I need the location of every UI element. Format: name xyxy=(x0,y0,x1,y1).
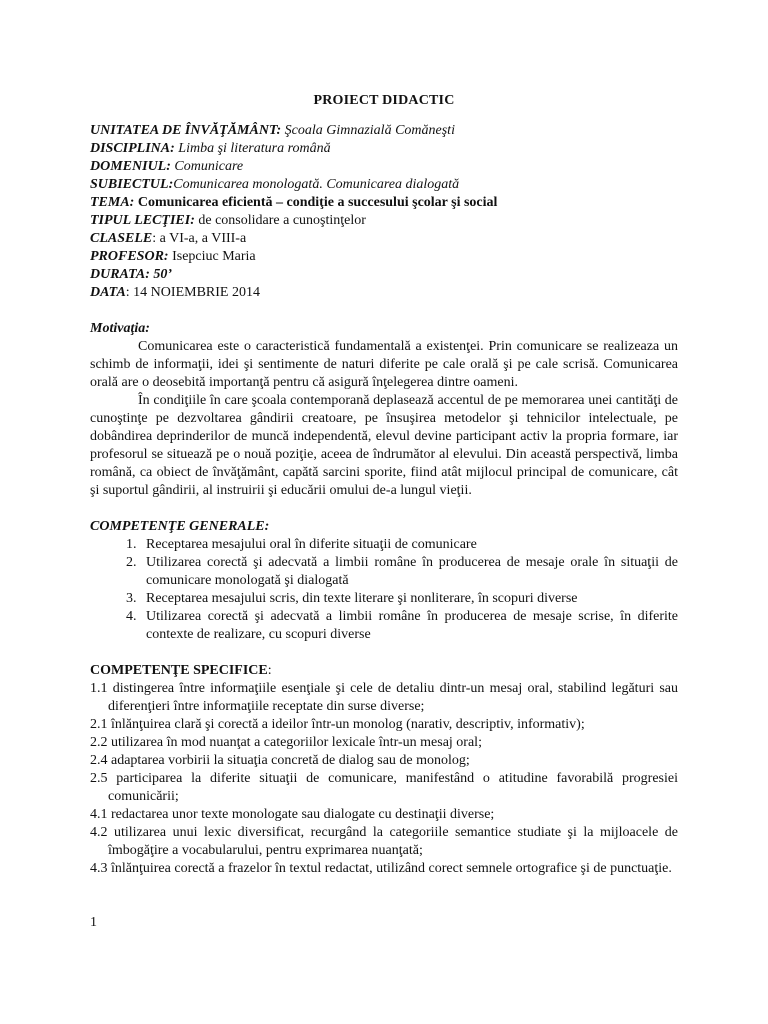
competente-generale-list xyxy=(90,536,678,644)
meta-clasele: CLASELE: a VI-a, a VIII-a xyxy=(90,231,247,246)
meta-unitatea: UNITATEA DE ÎNVĂŢĂMÂNT: Şcoala Gimnazială Comăneşti xyxy=(90,123,455,138)
motivatia-heading: Motivaţia: xyxy=(90,321,150,336)
list-item: 1.1 distingerea între informaţiile esenţiale şi cele de detaliu dintr-un mesaj oral, stabilind legături sau diferenţieri între informaţiile receptate din surse diverse; xyxy=(90,681,678,714)
competente-specifice-heading: COMPETENŢE SPECIFICE: xyxy=(90,663,272,678)
list-item: 4.3 înlănţuirea corectă a frazelor în textul redactat, utilizând corect semnele ortografice şi de punctuaţie. xyxy=(90,861,672,876)
document-title: PROIECT DIDACTIC xyxy=(313,93,455,108)
list-item: 1. Receptarea mesajului oral în diferite situaţii de comunicare xyxy=(140,536,678,554)
competente-generale-heading: COMPETENŢE GENERALE: xyxy=(90,519,270,534)
list-item: 4. Utilizarea corectă şi adecvată a limbii române în producerea de mesaje scrise, în diferite contexte de realizare, cu scopuri diverse xyxy=(140,608,678,644)
motivatia-paragraph: În condiţiile în care şcoala contemporană deplasează accentul de pe memorarea unei cantităţi de cunoştinţe pe dezvoltarea gândirii creatoare, pe însuşirea metodelor şi tehnicilor intelectuale, pe dobândirea deprinderilor de muncă independentă, elevul devine participant activ la propria formare, iar profesorul se situează pe o nouă poziţie, aceea de îndrumător al elevului. Din această perspectivă, limba română, ca obiect de învăţământ, capătă sarcini sporite, fiind atât mijlocul principal de comunicare, cât şi suportul gândirii, al instruirii şi educării omului de-a lungul vieţii. xyxy=(90,393,678,498)
list-item: 2.5 participarea la diferite situaţii de comunicare, manifestând o atitudine favorabilă progresiei comunicării; xyxy=(90,771,678,804)
list-item: 2. Utilizarea corectă şi adecvată a limbii române în producerea de mesaje orale în situaţii de comunicare monologată şi dialogată xyxy=(140,554,678,590)
list-item: 2.2 utilizarea în mod nuanţat a categoriilor lexicale într-un mesaj oral; xyxy=(90,735,482,750)
page-number: 1 xyxy=(90,915,97,930)
meta-block xyxy=(90,122,678,302)
meta-profesor: PROFESOR: Isepciuc Maria xyxy=(90,249,256,264)
list-item: 4.2 utilizarea unui lexic diversificat, recurgând la categoriile semantice studiate şi la mijloacele de îmbogăţire a vocabularului, pentru exprimarea nuanţată; xyxy=(90,825,678,858)
meta-tipul-lectiei: TIPUL LECŢIEI: de consolidare a cunoştinţelor xyxy=(90,213,366,228)
document-page xyxy=(90,92,678,878)
competente-specifice-section xyxy=(90,662,678,878)
list-item: 4.1 redactarea unor texte monologate sau dialogate cu destinaţii diverse; xyxy=(90,807,495,822)
meta-durata: DURATA: 50’ xyxy=(90,267,173,282)
motivatia-section xyxy=(90,320,678,500)
list-item: 3. Receptarea mesajului scris, din texte literare şi nonliterare, în scopuri diverse xyxy=(140,590,678,608)
meta-disciplina: DISCIPLINA: Limba şi literatura română xyxy=(90,141,331,156)
competente-generale-section xyxy=(90,518,678,644)
list-item: 2.1 înlănţuirea clară şi corectă a ideilor într-un monolog (narativ, descriptiv, informativ); xyxy=(90,717,585,732)
meta-domeniul: DOMENIUL: Comunicare xyxy=(90,159,244,174)
meta-data: DATA: 14 NOIEMBRIE 2014 xyxy=(90,285,260,300)
meta-subiectul: SUBIECTUL:Comunicarea monologată. Comunicarea dialogată xyxy=(90,177,460,192)
list-item: 2.4 adaptarea vorbirii la situaţia concretă de dialog sau de monolog; xyxy=(90,753,470,768)
meta-tema: TEMA: Comunicarea eficientă – condiţie a succesului şcolar şi social xyxy=(90,195,498,210)
motivatia-paragraph: Comunicarea este o caracteristică fundamentală a existenţei. Prin comunicare se realizeaza un schimb de informaţii, idei şi sentimente de naturi diferite pe cale orală şi pe cale scrisă. Comunicarea orală are o deosebită importanţă pentru că asigură înţelegerea dintre oameni. xyxy=(90,339,678,390)
